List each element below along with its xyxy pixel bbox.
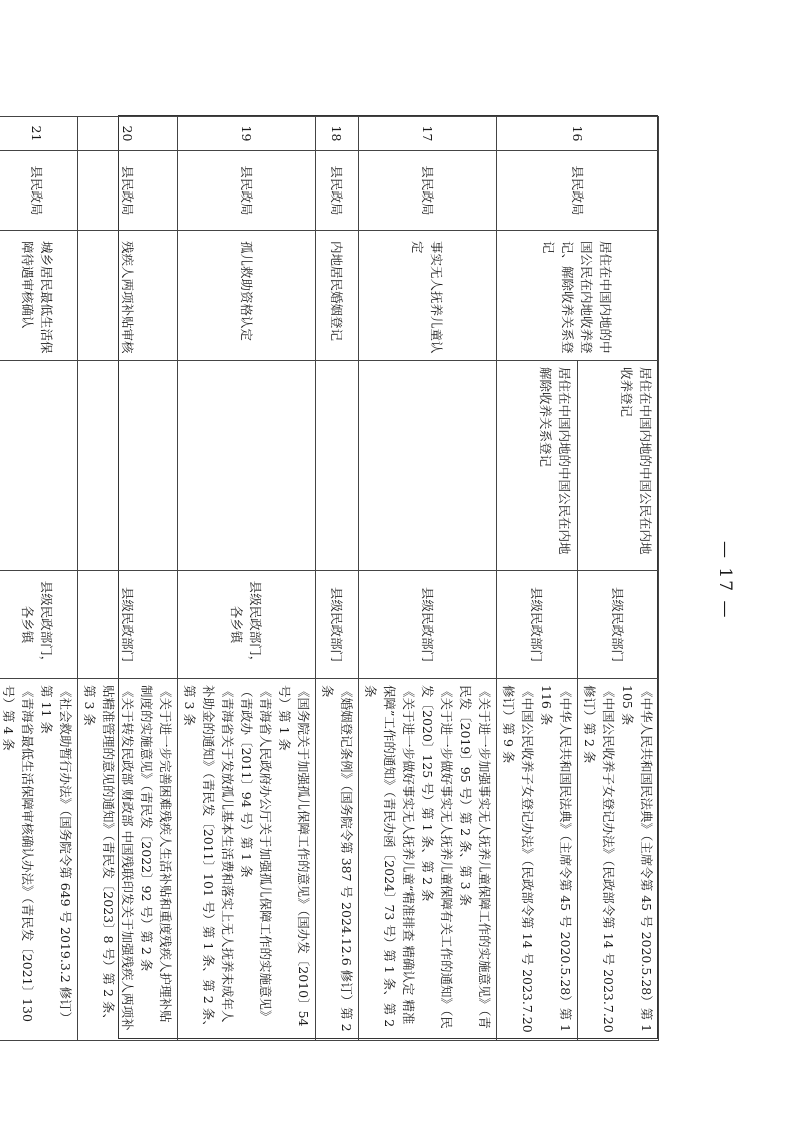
basis-cell (497, 679, 578, 1041)
basis-line: 《婚姻登记条例》（国务院令第 387 号 2024.12.6 修订）第 2 条 (320, 685, 354, 1032)
department-cell: 县民政局 (178, 151, 316, 231)
table-row (578, 117, 659, 1041)
responsible-cell: 县级民政部门 (316, 571, 359, 679)
basis-line: 《关于转发民政部 财政部 中国残联印发关于加强残疾人两项补贴精准管理的意见的通知》（青民发〔2023〕8 号）第 2 条、第 3 条 (82, 685, 135, 1031)
responsible-cell: 县级民政部门 (497, 571, 578, 679)
table-row (78, 117, 178, 1041)
department-cell: 县民政局 (78, 151, 178, 231)
rotated-table-content (1, 116, 659, 1040)
sub-item-cell (359, 361, 497, 571)
main-item-cell: 事实无人抚养儿童认定 (359, 231, 497, 361)
responsible-cell: 县级民政部门 (78, 571, 178, 679)
main-item-cell: 残疾人两项补贴审核 (78, 231, 178, 361)
row-number: 21 (0, 117, 78, 151)
main-item-cell: 孤儿救助资格认定 (178, 231, 316, 361)
rotated-table-frame (1, 115, 658, 1039)
basis-line: 《关于进一步做好事实无人抚养儿童保障有关工作的通知》（民发〔2020〕125 号）第 1 条、第 2 条 (420, 685, 454, 1029)
basis-line: 《中华人民共和国民法典》（主席令第 45 号 2020.5.28）第 1105 条 (620, 685, 654, 1033)
basis-line: 《关于进一步完善困难残疾人生活补贴和重度残疾人护理补贴制度的实施意见》（青民发〔2022〕92 号）第 2 条 (139, 685, 173, 1023)
basis-line: 《中华人民共和国民法典》（主席令第 45 号 2020.5.28）第 1116 条 (539, 685, 573, 1033)
sub-item-cell (178, 361, 316, 571)
main-item-cell: 内地居民婚姻登记 (316, 231, 359, 361)
basis-line: 《青海省最低生活保障审核确认办法》（青民发〔2021〕130 号）第 4 条 (1, 685, 35, 1022)
responsible-cell: 县级民政部门 (578, 571, 659, 679)
sub-item-cell (578, 361, 659, 571)
department-cell: 县民政局 (497, 151, 659, 231)
service-items-table (0, 116, 659, 1041)
main-item-cell: 居住在中国内地的中国公民在内地收养登记、解除收养关系登记 (497, 231, 659, 361)
sub-item-cell (0, 361, 78, 571)
row-number: 17 (359, 117, 497, 151)
basis-line: 《国务院关于加强孤儿保障工作的意见》（国办发〔2010〕54 号）第 1 条 (277, 685, 311, 1027)
basis-cell (178, 679, 316, 1041)
basis-cell (316, 679, 359, 1041)
basis-line: 《社会救助暂行办法》（国务院令第 649 号 2019.3.2 修订）第 11 条 (39, 685, 73, 1025)
basis-cell (359, 679, 497, 1041)
row-number: 20 (78, 117, 178, 151)
sub-item-cell (316, 361, 359, 571)
basis-cell (78, 679, 178, 1041)
responsible-cell: 县级民政部门，各乡镇 (0, 571, 78, 679)
responsible-cell: 县级民政部门，各乡镇 (178, 571, 316, 679)
page-number: — 17 — (715, 540, 735, 620)
department-cell: 县民政局 (316, 151, 359, 231)
row-number: 16 (497, 117, 659, 151)
sub-item-cell (78, 361, 178, 571)
table-row (178, 117, 316, 1041)
table-row (0, 117, 78, 1041)
basis-cell (0, 679, 78, 1041)
main-item-cell: 城乡居民最低生活保障待遇审核确认 (0, 231, 78, 361)
basis-line: 《青海省关于发放孤儿基本生活费和落实上无人抚养未成年人补助金的通知》（青民发〔2011〕101 号）第 1 条、第 2 条、第 3 条 (182, 685, 235, 1033)
basis-line: 《中国公民收养子女登记办法》（民政部令第 14 号 2023.7.20 修订）第 2 条 (582, 685, 616, 1033)
responsible-cell: 县级民政部门 (359, 571, 497, 679)
basis-cell (578, 679, 659, 1041)
row-number: 19 (178, 117, 316, 151)
basis-line: 《青海省人民政府办公厅关于加强孤儿保障工作的实施意见》（青政办〔2011〕94 号）第 1 条 (239, 685, 273, 1023)
basis-line: 《关于进一步做好事实无人抚养儿童“精准排查 精确认定 精准保障”工作的通知》（青民办函〔2024〕73 号）第 1 条、第 2 条 (363, 685, 416, 1028)
department-cell: 县民政局 (0, 151, 78, 231)
table-row (359, 117, 497, 1041)
table-row (316, 117, 359, 1041)
department-cell: 县民政局 (359, 151, 497, 231)
row-number: 18 (316, 117, 359, 151)
sub-item: 居住在中国内地的中国公民在内地收养登记 (619, 367, 653, 555)
sub-item-cell (497, 361, 578, 571)
basis-line: 《中国公民收养子女登记办法》（民政部令第 14 号 2023.7.20 修订）第 9 条 (501, 685, 535, 1033)
sub-item: 居住在中国内地的中国公民在内地解除收养关系登记 (538, 367, 572, 555)
basis-line: 《关于进一步加强事实无人抚养儿童保障工作的实施意见》（青民发〔2019〕95 号）第 2 条、第 3 条 (458, 685, 492, 1029)
